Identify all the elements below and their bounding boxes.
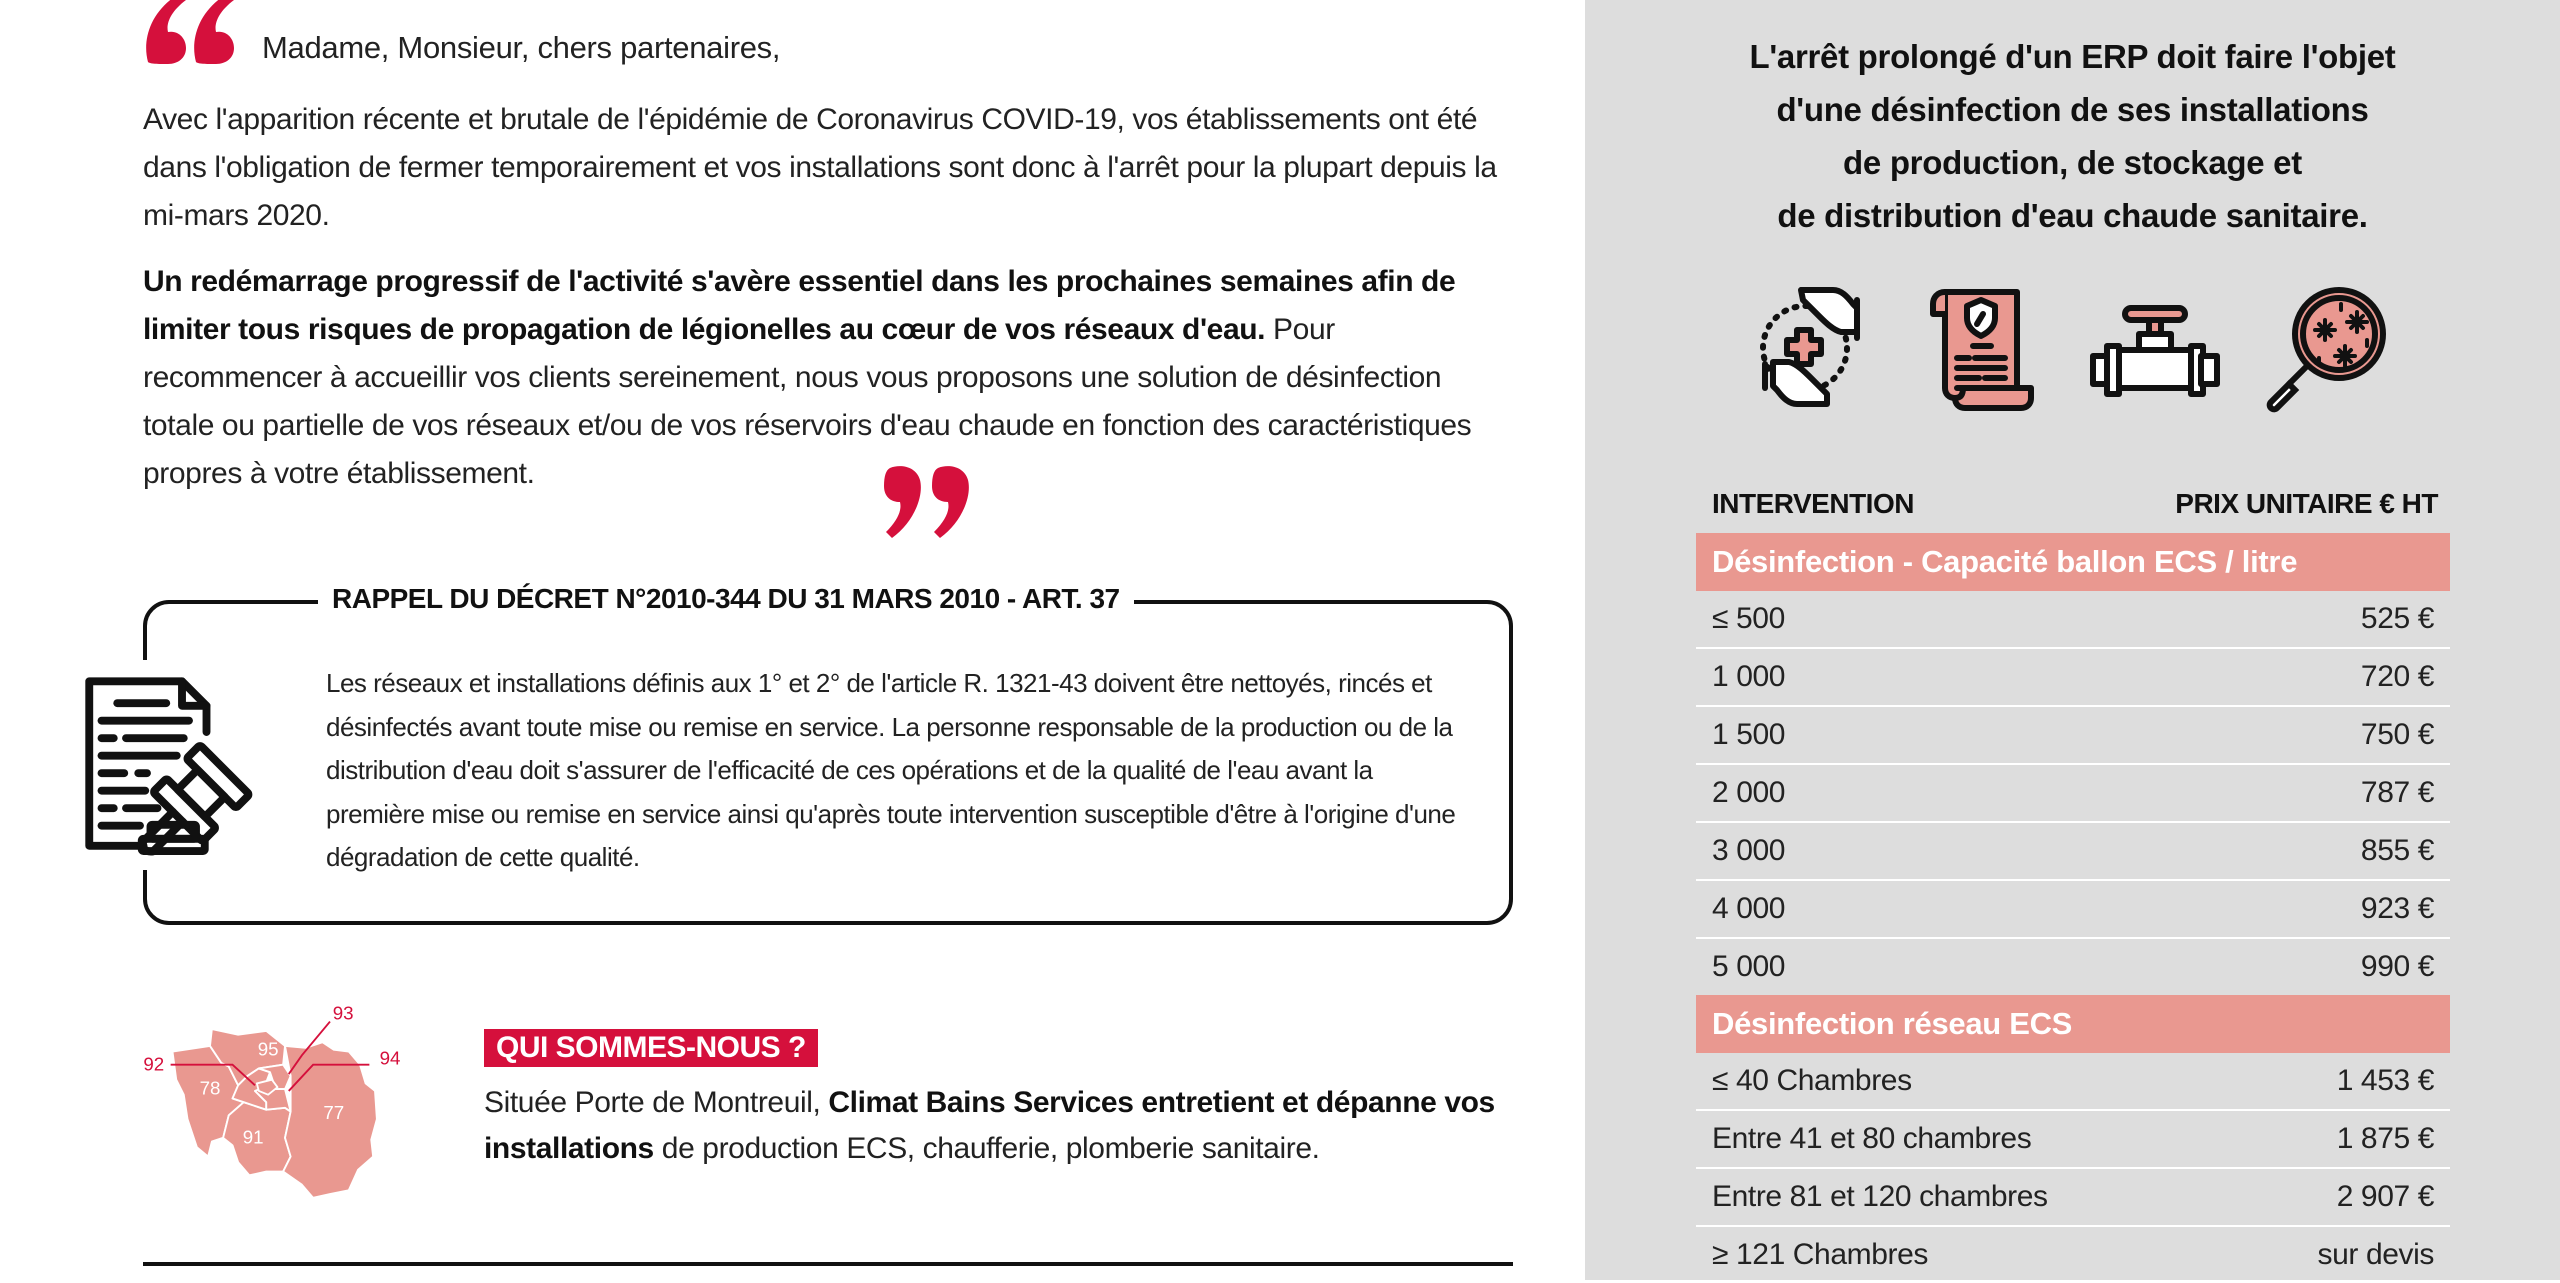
table-row: [1696, 1111, 2450, 1169]
row-label: ≥ 121 Chambres: [1712, 1238, 1928, 1271]
quote-open-icon: [140, 0, 240, 70]
about-prefix: Située Porte de Montreuil,: [484, 1086, 829, 1119]
table-row: [1696, 1053, 2450, 1111]
table-row: [1696, 707, 2450, 765]
about-badge: QUI SOMMES-NOUS ?: [484, 1029, 818, 1067]
highlight-rest: Pour recommencer à accueillir vos clients sereinement, nous vous proposons une solution de désinfection totale ou partielle de vos réseaux et/ou de vos réservoirs d'eau chaude en fonction des caractéristiques propres à votre établissement.: [143, 313, 1472, 490]
row-price: 787 €: [2360, 776, 2434, 809]
table-row: [1696, 1227, 2450, 1283]
table-header: [1696, 475, 2450, 533]
row-label: 5 000: [1712, 950, 1786, 983]
legal-document-gavel-icon: [70, 662, 280, 872]
panel-title: [1585, 30, 2560, 242]
title-line: de distribution d'eau chaude sanitaire.: [1777, 197, 2368, 234]
map-label-77: 77: [323, 1102, 345, 1124]
table-row: [1696, 939, 2450, 995]
title-line: d'une désinfection de ses installations: [1776, 91, 2369, 128]
row-label: Entre 81 et 120 chambres: [1712, 1180, 2048, 1213]
table-row: [1696, 649, 2450, 707]
certificate-scroll-shield-icon: [1915, 278, 2055, 418]
row-label: 1 000: [1712, 660, 1786, 693]
petri-dish-bacteria-icon: [2255, 278, 2395, 418]
row-price: 1 875 €: [2336, 1122, 2434, 1155]
quote-close-icon: [880, 462, 980, 542]
service-icons: [1745, 278, 2405, 418]
intro-paragraph: Avec l'apparition récente et brutale de l'épidémie de Coronavirus COVID-19, vos établissements ont été dans l'obligation de fermer temporairement et vos installations sont donc à l'arrêt pour la plupart depuis la mi-mars 2020.: [143, 103, 1497, 232]
row-label: Entre 41 et 80 chambres: [1712, 1122, 2032, 1155]
row-label: ≤ 500: [1712, 602, 1785, 635]
row-price: 720 €: [2360, 660, 2434, 693]
column-header-intervention: INTERVENTION: [1712, 488, 1914, 519]
row-label: ≤ 40 Chambres: [1712, 1064, 1912, 1097]
row-price: 750 €: [2360, 718, 2434, 751]
salutation: Madame, Monsieur, chers partenaires,: [262, 30, 781, 65]
row-price: 525 €: [2360, 602, 2434, 635]
pipe-valve-icon: [2085, 278, 2225, 418]
row-price: sur devis: [2317, 1238, 2434, 1271]
row-label: 2 000: [1712, 776, 1786, 809]
highlight-paragraph: [143, 258, 1513, 498]
table-row: [1696, 591, 2450, 649]
title-line: de production, de stockage et: [1843, 144, 2302, 181]
ile-de-france-map-icon: [135, 995, 435, 1215]
map-callout-93: 93: [332, 1002, 354, 1024]
title-line: L'arrêt prolongé d'un ERP doit faire l'objet: [1749, 38, 2396, 75]
column-header-price: PRIX UNITAIRE € HT: [2175, 488, 2438, 519]
pricing-panel: [1585, 0, 2560, 1280]
row-price: 855 €: [2360, 834, 2434, 867]
section-header: Désinfection réseau ECS: [1696, 995, 2450, 1053]
bottom-divider: [143, 1262, 1513, 1266]
row-label: 3 000: [1712, 834, 1786, 867]
section-header: Désinfection - Capacité ballon ECS / litre: [1696, 533, 2450, 591]
about-text: [484, 1080, 1524, 1172]
map-label-78: 78: [199, 1077, 221, 1099]
row-price: 2 907 €: [2336, 1180, 2434, 1213]
row-price: 923 €: [2360, 892, 2434, 925]
table-row: [1696, 1169, 2450, 1227]
table-row: [1696, 881, 2450, 939]
row-label: 1 500: [1712, 718, 1786, 751]
decree-title: RAPPEL DU DÉCRET N°2010-344 DU 31 MARS 2010 - ART. 37: [318, 583, 1134, 615]
row-price: 1 453 €: [2336, 1064, 2434, 1097]
row-label: 4 000: [1712, 892, 1786, 925]
map-callout-94: 94: [379, 1047, 401, 1069]
table-row: [1696, 765, 2450, 823]
decree-text: Les réseaux et installations définis aux 1° et 2° de l'article R. 1321-43 doivent être nettoyés, rincés et désinfectés avant toute mise ou remise en service. La personne responsable de la production ou de la distribution d'eau doit s'assurer de l'efficacité de ces opérations et de la qualité de l'eau avant la première mise ou remise en service ainsi qu'après toute intervention susceptible d'être à l'origine d'une dégradation de cette qualité.: [326, 668, 1456, 872]
about-bold: Climat Bains Services entretient et dépanne vos installations: [484, 1086, 1495, 1165]
highlight-bold: Un redémarrage progressif de l'activité s'avère essentiel dans les prochaines semaines afin de limiter tous risques de propagation de légionelles au cœur de vos réseaux d'eau.: [143, 265, 1456, 346]
table-row: [1696, 823, 2450, 881]
row-price: 990 €: [2360, 950, 2434, 983]
map-label-95: 95: [257, 1038, 279, 1060]
map-callout-92: 92: [143, 1053, 165, 1075]
hands-care-cross-icon: [1745, 278, 1885, 418]
about-suffix: de production ECS, chaufferie, plomberie sanitaire.: [653, 1132, 1320, 1165]
pricing-table: [1696, 475, 2450, 1283]
map-label-91: 91: [242, 1126, 264, 1148]
